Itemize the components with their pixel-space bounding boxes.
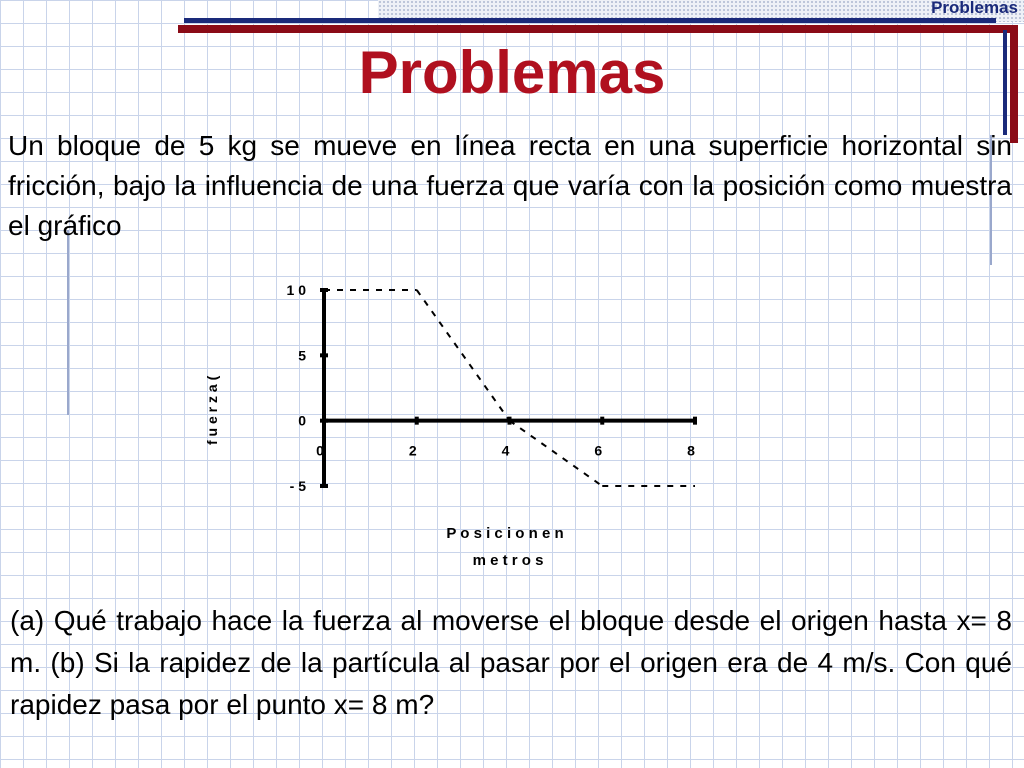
corner-section-label: Problemas bbox=[931, 0, 1018, 17]
x-tick-label: 8 bbox=[687, 442, 695, 459]
y-tick-label: 0 bbox=[298, 412, 306, 429]
x-tick-label: 4 bbox=[501, 442, 510, 459]
y-axis-label: f u e r z a ( bbox=[204, 375, 220, 445]
y-tick-label: 5 bbox=[298, 347, 306, 364]
x-tick-label: 2 bbox=[408, 442, 417, 459]
y-tick-label: 1 0 bbox=[286, 282, 306, 298]
x-tick-label: 0 bbox=[316, 442, 324, 459]
y-tick-label: - 5 bbox=[289, 478, 306, 494]
problem-statement: Un bloque de 5 kg se mueve en línea recta en una superficie horizontal sin fricción, bajo la influencia de una fuerza que varía con la posición como muestra el gráfico bbox=[8, 130, 1012, 241]
series-segment bbox=[510, 421, 603, 486]
x-axis-label-line2: m e t r o s bbox=[472, 552, 544, 569]
x-tick-label: 6 bbox=[594, 442, 603, 459]
series-segment bbox=[417, 290, 510, 421]
slide-title: Problemas bbox=[358, 39, 666, 106]
problem-questions: (a) Qué trabajo hace la fuerza al moverse el bloque desde el origen hasta x= 8 m. (b) Si la rapidez de la partícula al pasar por el origen era de 4 m/s. Con qué rapidez pasa por el punto x= 8 m? bbox=[10, 605, 1012, 720]
x-axis-label-line1: P o s i c i o n e n bbox=[446, 525, 564, 542]
